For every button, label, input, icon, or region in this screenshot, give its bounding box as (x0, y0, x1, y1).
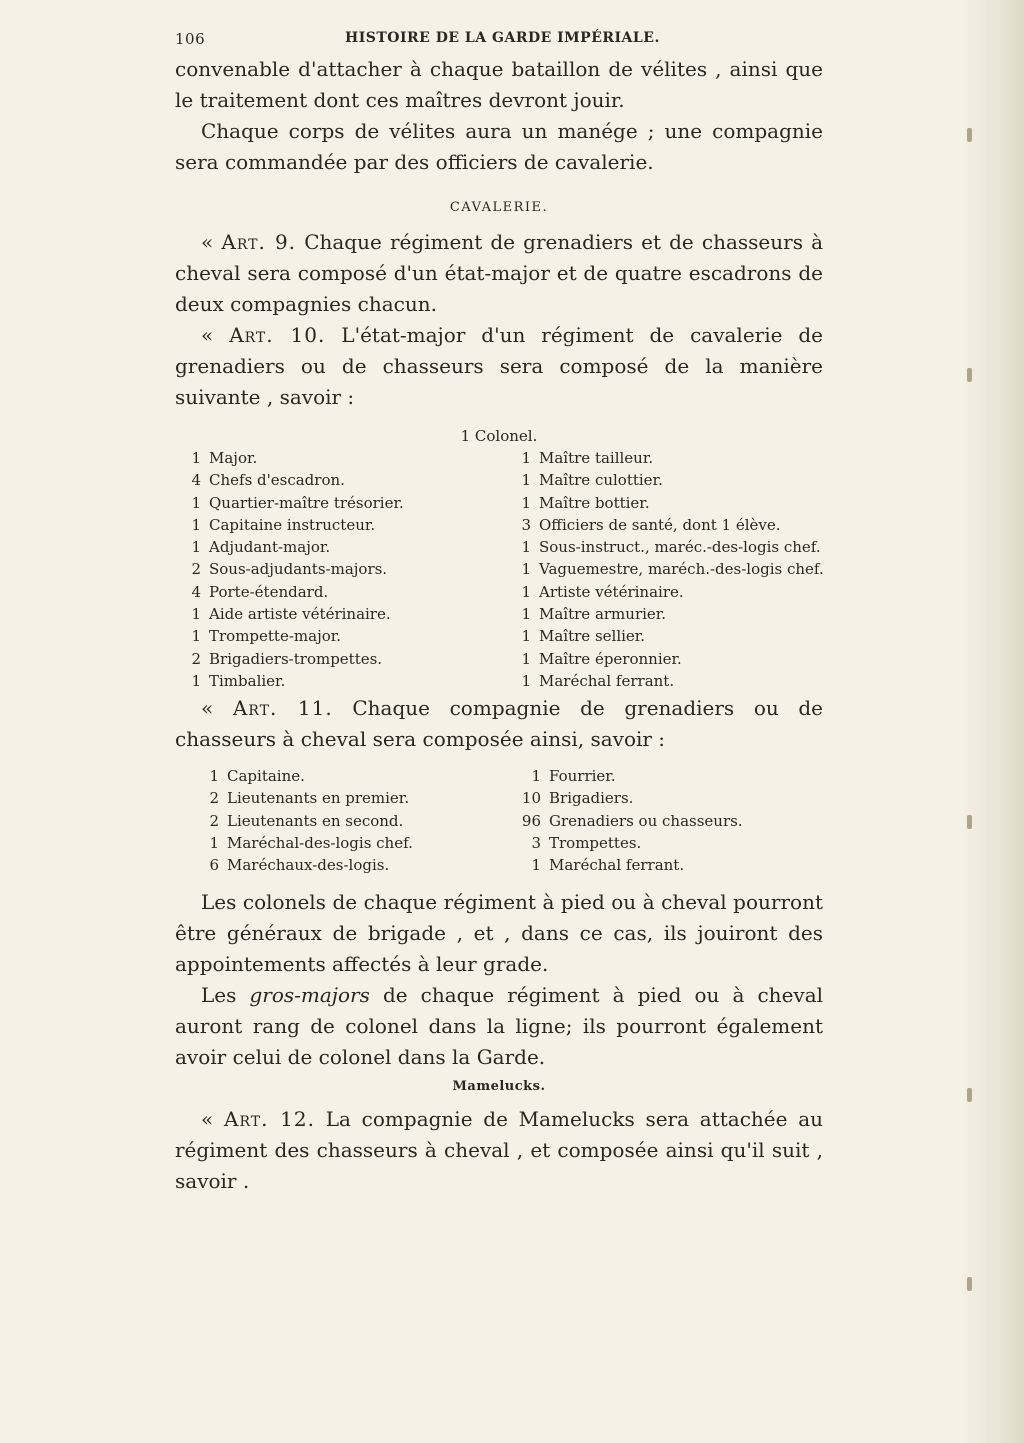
roster-count: 3 (531, 833, 541, 852)
roster-count: 2 (191, 560, 201, 579)
roster-count: 1 (191, 515, 201, 534)
article-text: La compagnie de Mamelucks sera attachée au régiment des chasseurs à cheval , et composée ainsi qu'il suit , savoir . (175, 1107, 824, 1193)
roster-label: Maréchaux-des-logis. (227, 856, 390, 875)
binding-mark (967, 128, 972, 142)
roster-count: 4 (191, 471, 201, 490)
roster-count: 4 (191, 582, 201, 601)
roster-label: Sous-instruct., maréc.-des-logis chef. (539, 538, 821, 557)
roster-entry (505, 581, 824, 603)
italic-term: gros-majors (249, 983, 370, 1007)
paragraph-velites-masters: convenable d'attacher à chaque bataillon de vélites , ainsi que le traitement dont ces maîtres devront jouir. (175, 57, 823, 112)
roster-title-colonel: 1 Colonel. (460, 427, 538, 445)
roster-entry (175, 492, 404, 514)
roster-entry (175, 447, 404, 469)
roster-label: Maître armurier. (539, 605, 667, 624)
roster-entry (505, 670, 824, 692)
article-10 (175, 320, 823, 413)
roster-count: 1 (531, 767, 541, 785)
running-title: HISTOIRE DE LA GARDE IMPÉRIALE. (345, 30, 660, 46)
roster-count: 1 (209, 767, 219, 785)
roster-label: Adjudant-major. (209, 538, 331, 557)
roster-count: 1 (191, 671, 201, 690)
roster-entry (505, 469, 824, 491)
roster-entry (505, 558, 824, 580)
cavalry-staff-roster (175, 447, 823, 693)
article-text: L'état-major d'un régiment de cavalerie de grenadiers ou de chasseurs sera composé de la manière suivante , savoir : (175, 323, 824, 409)
paragraph-colonels: Les colonels de chaque régiment à pied ou à cheval pourront être généraux de brigade , et , dans ce cas, ils jouiront des appointements affectés à leur grade. (175, 890, 823, 976)
roster-entry (505, 447, 824, 469)
roster-entry (175, 558, 404, 580)
roster-label: Officiers de santé, dont 1 élève. (539, 515, 781, 534)
roster-count: 1 (191, 493, 201, 512)
roster-count: 10 (521, 789, 541, 808)
roster-entry (193, 787, 413, 809)
article-label: Art. 12. (224, 1107, 315, 1131)
binding-mark (967, 368, 972, 382)
roster-entry (505, 514, 824, 536)
roster-label: Maréchal ferrant. (549, 856, 685, 875)
roster-entry (193, 832, 413, 854)
roster-label: Maître éperonnier. (539, 649, 682, 668)
roster-count: 1 (521, 605, 531, 624)
roster-count: 1 (521, 471, 531, 490)
roster-label: Capitaine. (227, 767, 305, 785)
article-label: Art. 9. (221, 230, 297, 254)
roster-entry (175, 603, 404, 625)
text-segment: de chaque régiment à pied ou à cheval auront rang de colonel dans la ligne; ils pourront également avoir celui de colonel dans la Garde. (175, 983, 824, 1069)
roster-label: Brigadiers-trompettes. (209, 649, 383, 668)
roster-entry (175, 514, 404, 536)
roster-label: Chefs d'escadron. (209, 471, 345, 490)
roster-label: Maréchal-des-logis chef. (227, 833, 413, 852)
roster-entry (515, 787, 743, 809)
roster-label: Maître culottier. (539, 471, 663, 490)
roster-entry (175, 648, 404, 670)
roster-entry (515, 765, 743, 787)
roster-column-left (193, 765, 413, 876)
text-segment: Les (201, 983, 237, 1007)
paragraph-gros-majors (175, 980, 823, 1073)
roster-count: 1 (521, 560, 531, 579)
roster-entry (505, 625, 824, 647)
roster-label: Timbalier. (209, 671, 286, 690)
quote-mark: « (201, 230, 214, 254)
roster-entry (505, 536, 824, 558)
roster-count: 1 (521, 449, 531, 467)
roster-label: Trompettes. (549, 833, 642, 852)
roster-entry (175, 469, 404, 491)
roster-count: 3 (521, 515, 531, 534)
roster-entry (193, 765, 413, 787)
page-edge-shadow (964, 0, 1024, 1443)
article-text: Chaque régiment de grenadiers et de chasseurs à cheval sera composé d'un état-major et de quatre escadrons de deux compagnies chacun. (175, 230, 824, 316)
roster-count: 96 (521, 811, 541, 830)
quote-mark: « (201, 696, 214, 720)
roster-count: 2 (191, 649, 201, 668)
binding-mark (967, 1277, 972, 1291)
roster-column-left (175, 447, 404, 692)
roster-label: Quartier-maître trésorier. (209, 493, 404, 512)
roster-column-right (505, 447, 824, 692)
article-11 (175, 693, 823, 755)
roster-count: 2 (209, 811, 219, 830)
quote-mark: « (201, 1107, 214, 1131)
roster-label: Grenadiers ou chasseurs. (549, 811, 743, 830)
page-content (175, 28, 823, 1197)
roster-count: 1 (191, 449, 201, 467)
roster-count: 1 (521, 671, 531, 690)
roster-entry (175, 625, 404, 647)
roster-label: Lieutenants en premier. (227, 789, 410, 808)
roster-label: Vaguemestre, maréch.-des-logis chef. (539, 560, 824, 579)
roster-label: Maréchal ferrant. (539, 671, 675, 690)
roster-label: Lieutenants en second. (227, 811, 404, 830)
roster-entry (175, 581, 404, 603)
roster-count: 1 (209, 833, 219, 852)
roster-entry (515, 810, 743, 832)
roster-entry (175, 670, 404, 692)
roster-label: Major. (209, 449, 258, 467)
roster-label: Sous-adjudants-majors. (209, 560, 388, 579)
section-heading-cavalerie: CAVALERIE. (449, 200, 549, 215)
roster-entry (515, 854, 743, 876)
roster-label: Aide artiste vétérinaire. (209, 605, 391, 624)
roster-count: 1 (521, 493, 531, 512)
roster-count: 1 (521, 538, 531, 557)
roster-label: Maître sellier. (539, 627, 646, 646)
article-9 (175, 227, 823, 320)
roster-label: Porte-étendard. (209, 582, 329, 601)
roster-label: Trompette-major. (209, 627, 342, 646)
roster-count: 1 (531, 856, 541, 875)
roster-count: 2 (209, 789, 219, 808)
binding-mark (967, 815, 972, 829)
roster-count: 1 (191, 627, 201, 646)
quote-mark: « (201, 323, 214, 347)
roster-label: Fourrier. (549, 767, 616, 785)
roster-label: Capitaine instructeur. (209, 515, 376, 534)
running-header (175, 28, 823, 54)
roster-column-right (515, 765, 743, 876)
section-heading-mamelucks: Mamelucks. (452, 1079, 546, 1094)
roster-label: Artiste vétérinaire. (539, 582, 684, 601)
roster-count: 1 (521, 649, 531, 668)
roster-entry (505, 648, 824, 670)
roster-label: Maître tailleur. (539, 449, 654, 467)
article-text: Chaque compagnie de grenadiers ou de chasseurs à cheval sera composée ainsi, savoir : (175, 696, 823, 751)
roster-label: Maître bottier. (539, 493, 650, 512)
roster-label: Brigadiers. (549, 789, 634, 808)
roster-count: 1 (191, 538, 201, 557)
roster-entry (193, 854, 413, 876)
article-12 (175, 1104, 823, 1197)
roster-entry (193, 810, 413, 832)
page-number: 106 (175, 30, 206, 48)
paragraph-velites-manege: Chaque corps de vélites aura un manége ; une compagnie sera commandée par des officiers de cavalerie. (175, 119, 823, 174)
article-label: Art. 10. (229, 323, 326, 347)
roster-entry (515, 832, 743, 854)
article-label: Art. 11. (232, 696, 333, 720)
binding-mark (967, 1088, 972, 1102)
roster-count: 1 (521, 627, 531, 646)
roster-count: 1 (521, 582, 531, 601)
company-roster (175, 765, 823, 877)
roster-count: 6 (209, 856, 219, 875)
roster-entry (505, 492, 824, 514)
roster-entry (505, 603, 824, 625)
roster-count: 1 (191, 605, 201, 624)
roster-entry (175, 536, 404, 558)
